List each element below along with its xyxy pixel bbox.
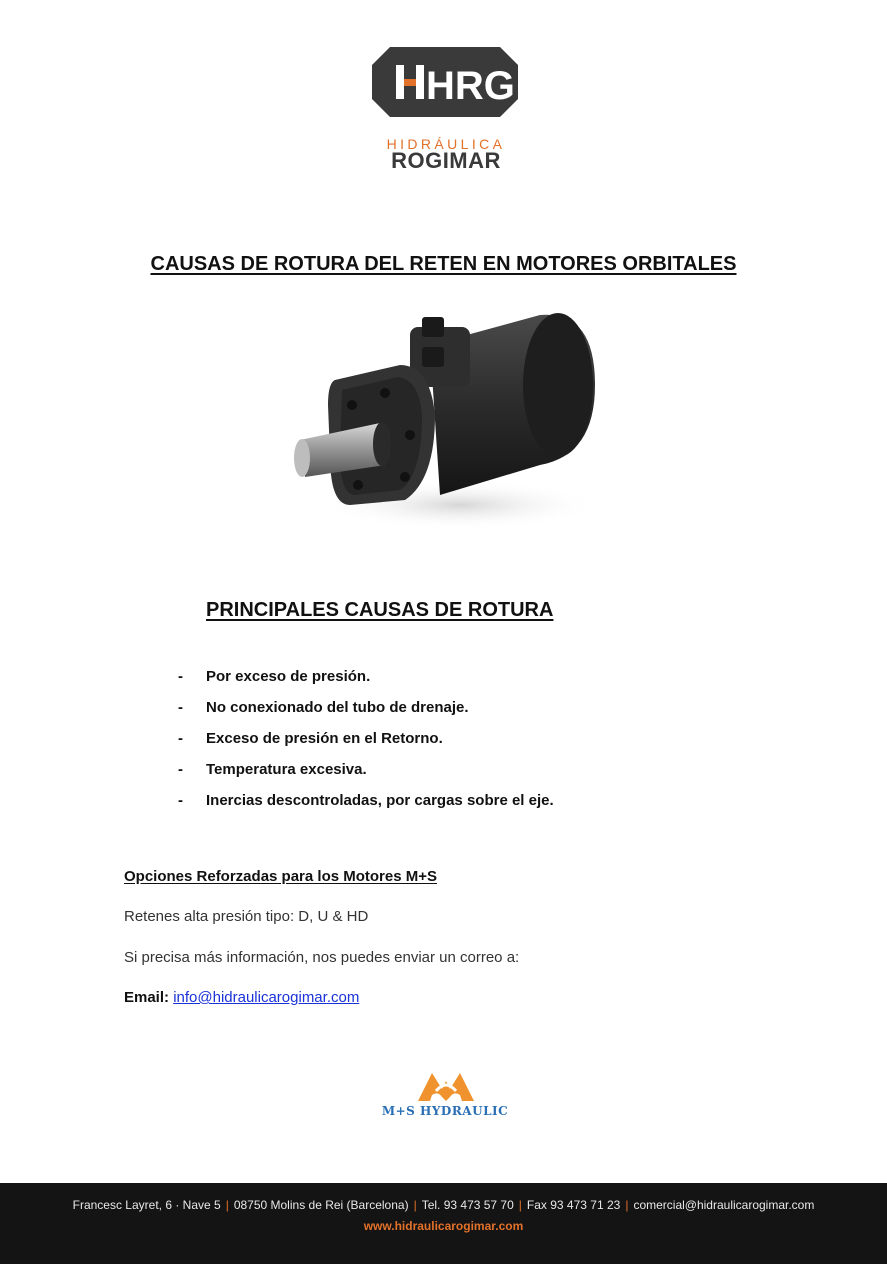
ms-hydraulic-logo-icon <box>416 1069 476 1103</box>
bullet-dash: - <box>178 792 183 809</box>
footer-email[interactable]: comercial@hidraulicarogimar.com <box>633 1198 815 1212</box>
list-item <box>178 723 554 754</box>
email-line <box>124 989 359 1006</box>
logo-company-name: ROGIMAR <box>391 148 501 173</box>
hrg-logo-icon <box>372 47 518 117</box>
list-item <box>178 692 554 723</box>
causes-list <box>178 661 554 816</box>
cause-text: Exceso de presión en el Retorno. <box>206 730 443 747</box>
bullet-dash: - <box>178 668 183 685</box>
list-item <box>178 754 554 785</box>
bullet-dash: - <box>178 761 183 778</box>
options-heading: Opciones Reforzadas para los Motores M+S <box>124 868 438 885</box>
bullet-dash: - <box>178 699 183 716</box>
footer-separator: | <box>225 1198 229 1212</box>
cause-text: Inercias descontroladas, por cargas sobre el eje. <box>206 792 554 809</box>
page-title: CAUSAS DE ROTURA DEL RETEN EN MOTORES ORBITALES <box>150 253 737 275</box>
cause-text: Por exceso de presión. <box>206 668 371 685</box>
footer-address: Francesc Layret, 6 · Nave 5 <box>72 1198 221 1212</box>
svg-text:HRG: HRG <box>426 64 515 108</box>
footer-contact-line <box>0 1198 887 1212</box>
footer-fax: Fax 93 473 71 23 <box>526 1198 621 1212</box>
info-text: Si precisa más información, nos puedes enviar un correo a: <box>124 949 520 966</box>
list-item <box>178 661 554 692</box>
footer-separator: | <box>413 1198 417 1212</box>
ms-hydraulic-name: M+S HYDRAULIC <box>381 1104 509 1118</box>
causes-heading: PRINCIPALES CAUSAS DE ROTURA <box>206 599 554 621</box>
email-link[interactable]: info@hidraulicarogimar.com <box>173 989 360 1006</box>
bullet-dash: - <box>178 730 183 747</box>
cause-text: Temperatura excesiva. <box>206 761 367 778</box>
footer-separator: | <box>518 1198 522 1212</box>
email-label: Email: <box>124 989 170 1006</box>
footer <box>0 1183 887 1264</box>
cause-text: No conexionado del tubo de drenaje. <box>206 699 469 716</box>
footer-separator: | <box>625 1198 629 1212</box>
footer-city: 08750 Molins de Rei (Barcelona) <box>233 1198 409 1212</box>
footer-website[interactable]: www.hidraulicarogimar.com <box>363 1219 524 1233</box>
seals-text: Retenes alta presión tipo: D, U & HD <box>124 908 369 925</box>
logo-subtitle: HIDRÁULICA <box>386 136 506 152</box>
footer-phone: Tel. 93 473 57 70 <box>421 1198 514 1212</box>
orbital-motor-image <box>290 305 600 540</box>
list-item <box>178 785 554 816</box>
